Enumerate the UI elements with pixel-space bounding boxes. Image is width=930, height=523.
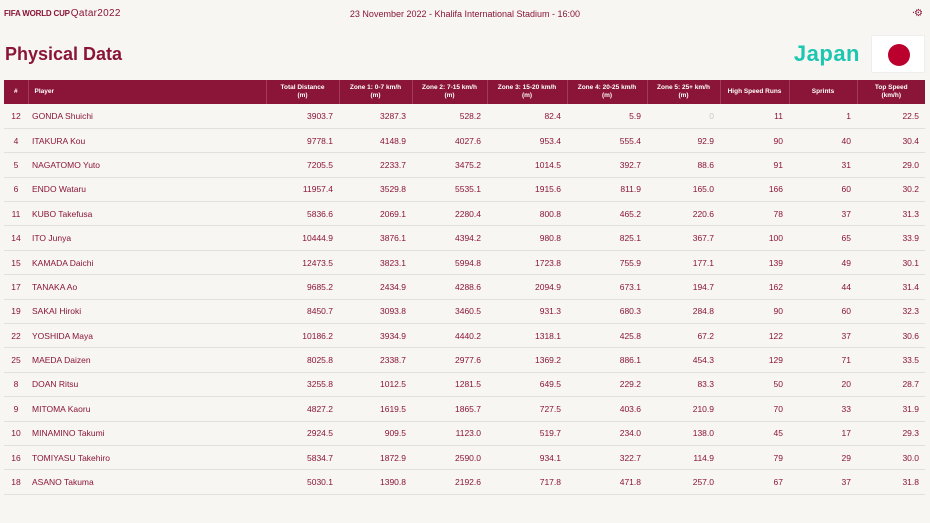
stat-cell: 5834.7: [266, 445, 339, 469]
player-number: 19: [4, 299, 28, 323]
column-header: [266, 80, 339, 104]
player-name: MITOMA Kaoru: [28, 397, 266, 421]
stat-cell: 1369.2: [487, 348, 567, 372]
column-header: [789, 80, 857, 104]
column-header-title: Zone 2: 7-15 km/h: [422, 84, 477, 91]
stat-cell: 37: [789, 202, 857, 226]
stat-cell: 30.0: [857, 445, 925, 469]
stat-cell: 2977.6: [412, 348, 487, 372]
stat-cell: 1281.5: [412, 372, 487, 396]
stat-cell: 177.1: [647, 250, 720, 274]
stat-cell: 90: [720, 128, 789, 152]
stat-cell: 403.6: [567, 397, 647, 421]
column-header-unit: (m): [601, 92, 613, 99]
player-name: TOMIYASU Takehiro: [28, 445, 266, 469]
stat-cell: 22.5: [857, 104, 925, 128]
player-name: NAGATOMO Yuto: [28, 153, 266, 177]
column-header-unit: (m): [678, 92, 689, 99]
table-row: [4, 421, 925, 445]
stat-cell: 649.5: [487, 372, 567, 396]
stat-cell: 31.4: [857, 275, 925, 299]
stat-cell: 31.9: [857, 397, 925, 421]
table-body: [4, 104, 925, 494]
stat-cell: 4394.2: [412, 226, 487, 250]
player-number: 5: [4, 153, 28, 177]
stat-cell: 953.4: [487, 128, 567, 152]
stat-cell: 811.9: [567, 177, 647, 201]
stat-cell: 3255.8: [266, 372, 339, 396]
stat-cell: 30.4: [857, 128, 925, 152]
stat-cell: 3460.5: [412, 299, 487, 323]
stat-cell: 1318.1: [487, 324, 567, 348]
column-header: [720, 80, 789, 104]
stat-cell: 886.1: [567, 348, 647, 372]
stat-cell: 680.3: [567, 299, 647, 323]
stat-cell: 3093.8: [339, 299, 412, 323]
table-row: [4, 348, 925, 372]
stat-cell: 166: [720, 177, 789, 201]
column-header-unit: (km/h): [881, 92, 901, 99]
team-name: Japan: [793, 41, 860, 66]
stat-cell: 425.8: [567, 324, 647, 348]
top-bar: [0, 0, 930, 30]
player-name: KUBO Takefusa: [28, 202, 266, 226]
stat-cell: 4440.2: [412, 324, 487, 348]
stat-cell: 60: [789, 299, 857, 323]
stat-cell: 717.8: [487, 470, 567, 494]
stat-cell: 162: [720, 275, 789, 299]
column-header: [412, 80, 487, 104]
stat-cell: 3903.7: [266, 104, 339, 128]
player-number: 10: [4, 421, 28, 445]
player-name: ITO Junya: [28, 226, 266, 250]
stat-cell: 11: [720, 104, 789, 128]
stat-cell: 220.6: [647, 202, 720, 226]
physical-data-table: [4, 80, 925, 495]
stat-cell: 31: [789, 153, 857, 177]
brand-text: FIFA WORLD CUP: [4, 9, 70, 18]
stat-cell: 2233.7: [339, 153, 412, 177]
table-row: [4, 372, 925, 396]
player-number: 11: [4, 202, 28, 226]
column-header-unit: (m): [297, 92, 308, 99]
stat-cell: 28.7: [857, 372, 925, 396]
stat-cell: 67.2: [647, 324, 720, 348]
stat-cell: 3529.8: [339, 177, 412, 201]
stat-cell: 20: [789, 372, 857, 396]
column-header-unit: (m): [444, 92, 455, 99]
stat-cell: 114.9: [647, 445, 720, 469]
stat-cell: 673.1: [567, 275, 647, 299]
stat-cell: 92.9: [647, 128, 720, 152]
stat-cell: 29.0: [857, 153, 925, 177]
stat-cell: 471.8: [567, 470, 647, 494]
stat-cell: 528.2: [412, 104, 487, 128]
player-number: 25: [4, 348, 28, 372]
player-number: 6: [4, 177, 28, 201]
stat-cell: 139: [720, 250, 789, 274]
stat-cell: 11957.4: [266, 177, 339, 201]
player-number: 9: [4, 397, 28, 421]
stat-cell: 3475.2: [412, 153, 487, 177]
stat-cell: 800.8: [487, 202, 567, 226]
stat-cell: 727.5: [487, 397, 567, 421]
column-header: [647, 80, 720, 104]
column-header: [4, 80, 28, 104]
table-row: [4, 202, 925, 226]
stat-cell: 9778.1: [266, 128, 339, 152]
stat-cell: 2192.6: [412, 470, 487, 494]
stat-cell: 65: [789, 226, 857, 250]
stat-cell: 71: [789, 348, 857, 372]
column-header-title: Zone 3: 15-20 km/h: [497, 84, 557, 91]
stat-cell: 825.1: [567, 226, 647, 250]
stat-cell: 454.3: [647, 348, 720, 372]
stat-cell: 1723.8: [487, 250, 567, 274]
table-row: [4, 226, 925, 250]
stat-cell: 91: [720, 153, 789, 177]
stat-cell: 122: [720, 324, 789, 348]
settings-dots-icon[interactable]: ·⚙: [911, 8, 922, 19]
page-title: Physical Data: [5, 44, 123, 64]
stat-cell: 37: [789, 324, 857, 348]
player-number: 4: [4, 128, 28, 152]
player-name: MAEDA Daizen: [28, 348, 266, 372]
stat-cell: 70: [720, 397, 789, 421]
stat-cell: 31.8: [857, 470, 925, 494]
column-header: [857, 80, 925, 104]
stat-cell: 1123.0: [412, 421, 487, 445]
stat-cell: 33.9: [857, 226, 925, 250]
column-header-title: Player: [34, 88, 55, 95]
stat-cell: 5030.1: [266, 470, 339, 494]
stat-cell: 2338.7: [339, 348, 412, 372]
stat-cell: 30.1: [857, 250, 925, 274]
japan-flag-icon: [871, 35, 925, 73]
player-number: 15: [4, 250, 28, 274]
stat-cell: 2069.1: [339, 202, 412, 226]
stat-cell: 5994.8: [412, 250, 487, 274]
stat-cell: 1865.7: [412, 397, 487, 421]
column-header-title: High Speed Runs: [727, 88, 782, 95]
stat-cell: 82.4: [487, 104, 567, 128]
stat-cell: 129: [720, 348, 789, 372]
column-header: [28, 80, 266, 104]
stat-cell: 755.9: [567, 250, 647, 274]
stat-cell: 1012.5: [339, 372, 412, 396]
table-row: [4, 470, 925, 494]
player-name: ENDO Wataru: [28, 177, 266, 201]
stat-cell: 2280.4: [412, 202, 487, 226]
stat-cell: 5.9: [567, 104, 647, 128]
stat-cell: 88.6: [647, 153, 720, 177]
stat-cell: 83.3: [647, 372, 720, 396]
stat-cell: 210.9: [647, 397, 720, 421]
column-header-unit: (m): [370, 92, 381, 99]
stat-cell: 931.3: [487, 299, 567, 323]
stat-cell: 4827.2: [266, 397, 339, 421]
stat-cell: 1014.5: [487, 153, 567, 177]
stat-cell: 33: [789, 397, 857, 421]
table-row: [4, 299, 925, 323]
stat-cell: 284.8: [647, 299, 720, 323]
stat-cell: 1: [789, 104, 857, 128]
column-header: [487, 80, 567, 104]
player-name: YOSHIDA Maya: [28, 324, 266, 348]
player-number: 18: [4, 470, 28, 494]
stat-cell: 100: [720, 226, 789, 250]
player-name: GONDA Shuichi: [28, 104, 266, 128]
stat-cell: 3823.1: [339, 250, 412, 274]
stat-cell: 8450.7: [266, 299, 339, 323]
stat-cell: 5535.1: [412, 177, 487, 201]
player-name: ITAKURA Kou: [28, 128, 266, 152]
stat-cell: 50: [720, 372, 789, 396]
table-header-row: [4, 80, 925, 104]
stat-cell: 2924.5: [266, 421, 339, 445]
player-name: SAKAI Hiroki: [28, 299, 266, 323]
stat-cell: 519.7: [487, 421, 567, 445]
stat-cell: 229.2: [567, 372, 647, 396]
stat-cell: 79: [720, 445, 789, 469]
stat-cell: 3287.3: [339, 104, 412, 128]
stat-cell: 9685.2: [266, 275, 339, 299]
table-row: [4, 250, 925, 274]
player-name: TANAKA Ao: [28, 275, 266, 299]
stat-cell: 30.6: [857, 324, 925, 348]
stat-cell: 1619.5: [339, 397, 412, 421]
table-row: [4, 153, 925, 177]
stat-cell: 1390.8: [339, 470, 412, 494]
stat-cell: 4148.9: [339, 128, 412, 152]
stat-cell: 465.2: [567, 202, 647, 226]
stat-cell: 49: [789, 250, 857, 274]
column-header-title: Top Speed: [874, 84, 908, 91]
table-row: [4, 445, 925, 469]
stat-cell: 78: [720, 202, 789, 226]
table-row: [4, 177, 925, 201]
stat-cell: 29.3: [857, 421, 925, 445]
stat-cell: 0: [647, 104, 720, 128]
stat-cell: 5836.6: [266, 202, 339, 226]
match-info: 23 November 2022 - Khalifa International Stadium - 16:00: [349, 9, 581, 19]
stat-cell: 30.2: [857, 177, 925, 201]
table-row: [4, 324, 925, 348]
stat-cell: 934.1: [487, 445, 567, 469]
stat-cell: 4027.6: [412, 128, 487, 152]
stat-cell: 165.0: [647, 177, 720, 201]
stat-cell: 257.0: [647, 470, 720, 494]
stat-cell: 392.7: [567, 153, 647, 177]
player-name: MINAMINO Takumi: [28, 421, 266, 445]
stat-cell: 4288.6: [412, 275, 487, 299]
stat-cell: 2094.9: [487, 275, 567, 299]
stat-cell: 367.7: [647, 226, 720, 250]
table-row: [4, 397, 925, 421]
stat-cell: 90: [720, 299, 789, 323]
stat-cell: 3876.1: [339, 226, 412, 250]
column-header-title: Zone 5: 25+ km/h: [657, 84, 710, 91]
stat-cell: 980.8: [487, 226, 567, 250]
player-number: 17: [4, 275, 28, 299]
player-name: ASANO Takuma: [28, 470, 266, 494]
stat-cell: 194.7: [647, 275, 720, 299]
player-number: 8: [4, 372, 28, 396]
stat-cell: 7205.5: [266, 153, 339, 177]
stat-cell: 8025.8: [266, 348, 339, 372]
stat-cell: 67: [720, 470, 789, 494]
table-row: [4, 128, 925, 152]
player-number: 22: [4, 324, 28, 348]
column-header-title: Zone 4: 20-25 km/h: [577, 84, 637, 91]
stat-cell: 45: [720, 421, 789, 445]
column-header-title: Sprints: [811, 88, 835, 95]
stat-cell: 33.5: [857, 348, 925, 372]
stat-cell: 60: [789, 177, 857, 201]
stat-cell: 40: [789, 128, 857, 152]
stat-cell: 1872.9: [339, 445, 412, 469]
column-header: [567, 80, 647, 104]
stat-cell: 32.3: [857, 299, 925, 323]
stat-cell: 31.3: [857, 202, 925, 226]
stat-cell: 44: [789, 275, 857, 299]
column-header-title: Total Distance: [280, 84, 325, 91]
player-number: 12: [4, 104, 28, 128]
stat-cell: 17: [789, 421, 857, 445]
column-header-unit: (m): [521, 92, 533, 99]
stat-cell: 37: [789, 470, 857, 494]
player-name: DOAN Ritsu: [28, 372, 266, 396]
player-number: 16: [4, 445, 28, 469]
stat-cell: 322.7: [567, 445, 647, 469]
column-header: [339, 80, 412, 104]
table-row: [4, 275, 925, 299]
table-row: [4, 104, 925, 128]
stat-cell: 909.5: [339, 421, 412, 445]
stat-cell: 10186.2: [266, 324, 339, 348]
stat-cell: 2590.0: [412, 445, 487, 469]
stat-cell: 12473.5: [266, 250, 339, 274]
stat-cell: 555.4: [567, 128, 647, 152]
stat-cell: 10444.9: [266, 226, 339, 250]
flag-sun: [888, 44, 910, 66]
brand-host-text: Qatar2022: [70, 8, 121, 19]
stat-cell: 234.0: [567, 421, 647, 445]
player-name: KAMADA Daichi: [28, 250, 266, 274]
stat-cell: 1915.6: [487, 177, 567, 201]
stat-cell: 29: [789, 445, 857, 469]
column-header-title: Zone 1: 0-7 km/h: [349, 84, 402, 91]
stat-cell: 3934.9: [339, 324, 412, 348]
stat-cell: 2434.9: [339, 275, 412, 299]
column-header-title: #: [13, 88, 18, 95]
player-number: 14: [4, 226, 28, 250]
stat-cell: 138.0: [647, 421, 720, 445]
